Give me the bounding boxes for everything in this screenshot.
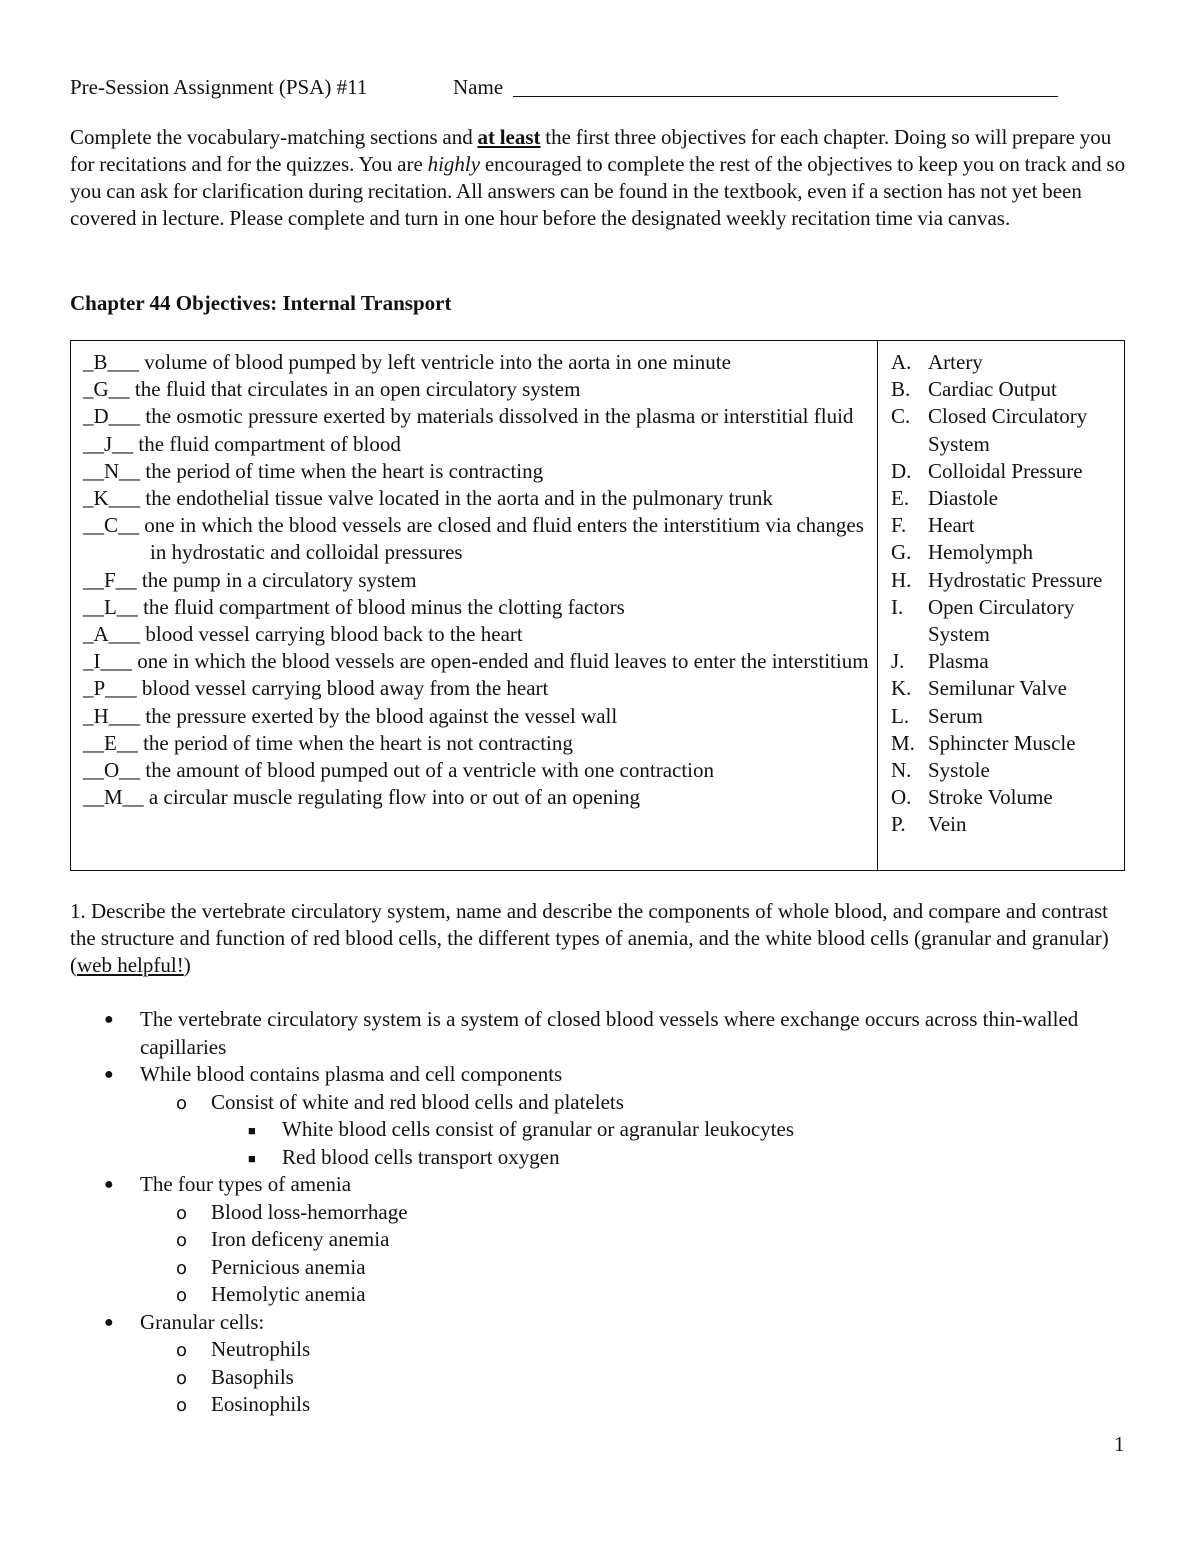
matching-definition: _K___ the endothelial tissue valve located in the aorta and in the pulmonary trunk — [83, 486, 773, 511]
matching-definition: __J__ the fluid compartment of blood — [83, 431, 401, 456]
term-letter: J. — [891, 649, 905, 674]
matching-definition: __L__ the fluid compartment of blood minus the clotting factors — [83, 594, 625, 619]
term-letter: C. — [891, 404, 911, 429]
matching-definition: _H___ the pressure exerted by the blood against the vessel wall — [83, 703, 618, 728]
answer-text: Basophils — [211, 1364, 294, 1389]
bullet-icon: ● — [104, 1176, 114, 1193]
matching-definition: __E__ the period of time when the heart is not contracting — [83, 730, 573, 755]
answer-list — [70, 1006, 1130, 1419]
name-blank-line — [513, 96, 1058, 97]
term-letter: P. — [891, 812, 906, 837]
answer-item — [70, 1061, 1130, 1089]
term-label: Stroke Volume — [928, 785, 1053, 810]
matching-term — [891, 512, 1121, 539]
header-line — [70, 72, 1070, 102]
answer-text: Consist of white and red blood cells and platelets — [211, 1089, 624, 1114]
terms-column — [891, 349, 1121, 839]
answer-text: The vertebrate circulatory system is a system of closed blood vessels where exchange occurs across thin-walled capillaries — [140, 1007, 1079, 1059]
answer-item — [70, 1171, 1130, 1199]
term-label: Closed Circulatory System — [928, 404, 1088, 456]
bullet-icon: o — [176, 1395, 188, 1416]
term-label: Systole — [928, 758, 990, 783]
page-number: 1 — [1114, 1432, 1125, 1456]
matching-definition: _B___ volume of blood pumped by left ventricle into the aorta in one minute — [83, 350, 731, 374]
answer-item — [70, 1336, 1130, 1364]
term-letter: I. — [891, 594, 904, 619]
matching-term — [891, 349, 1121, 376]
answer-item — [70, 1254, 1130, 1282]
answer-item — [70, 1281, 1130, 1309]
term-label: Serum — [928, 703, 983, 728]
term-letter: K. — [891, 676, 912, 701]
matching-definition: _A___ blood vessel carrying blood back to the heart — [83, 622, 523, 647]
intro-text-2: the first three objectives for each chapter. Doing so will prepare you for recitations and for the quizzes. You are — [70, 125, 1112, 176]
matching-term — [891, 703, 1121, 730]
answer-item — [70, 1089, 1130, 1117]
term-label: Plasma — [928, 649, 989, 674]
term-letter: N. — [891, 758, 912, 783]
matching-term — [891, 594, 1121, 648]
answer-text: White blood cells consist of granular or agranular leukocytes — [282, 1117, 794, 1141]
term-label: Sphincter Muscle — [928, 730, 1076, 755]
web-helpful-link[interactable]: web helpful! — [77, 953, 184, 977]
term-label: Heart — [928, 513, 975, 538]
matching-term — [891, 730, 1121, 757]
bullet-icon: ■ — [248, 1123, 256, 1138]
definitions-column — [83, 349, 873, 811]
matching-term — [891, 485, 1121, 512]
matching-term — [891, 539, 1121, 566]
bullet-icon: o — [176, 1202, 188, 1224]
intro-emphasis: at least — [477, 125, 541, 149]
answer-text: The four types of amenia — [140, 1172, 352, 1196]
assignment-title: Pre-Session Assignment (PSA) #11 — [70, 75, 368, 99]
answer-item — [70, 1006, 1130, 1061]
bullet-icon: ■ — [248, 1150, 256, 1166]
answer-text: Iron deficeny anemia — [211, 1227, 390, 1251]
matching-term — [891, 376, 1121, 403]
term-letter: L. — [891, 703, 910, 728]
matching-definition: __M__ a circular muscle regulating flow into or out of an opening — [83, 785, 640, 810]
matching-definition: __F__ the pump in a circulatory system — [83, 567, 417, 592]
answer-item — [70, 1391, 1130, 1419]
bullet-icon: o — [176, 1340, 188, 1361]
term-letter: E. — [891, 486, 910, 511]
term-letter: B. — [891, 377, 911, 402]
bullet-icon: o — [176, 1092, 188, 1114]
answer-text: Granular cells: — [140, 1309, 265, 1334]
term-label: Artery — [928, 350, 983, 374]
answer-text: Hemolytic anemia — [211, 1282, 366, 1306]
vocabulary-matching-table — [70, 340, 1125, 871]
objective-question-1 — [70, 898, 1130, 979]
answer-item — [70, 1116, 1130, 1144]
instructions-paragraph — [70, 124, 1130, 232]
matching-term — [891, 675, 1121, 702]
answer-text: While blood contains plasma and cell components — [140, 1062, 563, 1086]
matching-term — [891, 757, 1121, 784]
bullet-icon: o — [176, 1257, 188, 1279]
question-close: ) — [183, 953, 191, 977]
bullet-icon: ● — [104, 1066, 114, 1083]
term-letter: A. — [891, 350, 912, 374]
term-label: Open Circulatory System — [928, 594, 1075, 647]
answer-item — [70, 1309, 1130, 1337]
term-label: Diastole — [928, 486, 998, 511]
answer-text: Blood loss-hemorrhage — [211, 1199, 408, 1224]
term-label: Colloidal Pressure — [928, 458, 1083, 483]
matching-term — [891, 648, 1121, 675]
answer-text: Pernicious anemia — [211, 1254, 366, 1279]
term-label: Hemolymph — [928, 540, 1033, 565]
matching-definition: __O__ the amount of blood pumped out of a ventricle with one contraction — [83, 758, 715, 783]
term-label: Vein — [928, 812, 967, 837]
term-label: Cardiac Output — [928, 377, 1057, 402]
intro-italic: highly — [427, 152, 481, 176]
chapter-title: Chapter 44 Objectives: Internal Transport — [70, 291, 452, 315]
matching-definition: _P___ blood vessel carrying blood away from the heart — [83, 676, 549, 701]
matching-definition: _G__ the fluid that circulates in an open circulatory system — [83, 377, 581, 402]
term-letter: M. — [891, 730, 915, 755]
term-letter: F. — [891, 513, 907, 538]
matching-definition: _D___ the osmotic pressure exerted by materials dissolved in the plasma or interstitial fluid — [83, 404, 854, 429]
bullet-icon: o — [176, 1285, 188, 1306]
bullet-icon: ● — [104, 1313, 114, 1331]
term-label: Hydrostatic Pressure — [928, 567, 1103, 592]
matching-definition: __N__ the period of time when the heart is contracting — [83, 458, 544, 483]
answer-item — [70, 1199, 1130, 1227]
answer-item — [70, 1364, 1130, 1392]
answer-text: Eosinophils — [211, 1392, 311, 1416]
name-label: Name — [453, 75, 504, 99]
matching-definition: _I___ one in which the blood vessels are open-ended and fluid leaves to enter the interstitium — [83, 649, 869, 674]
answer-text: Neutrophils — [211, 1337, 311, 1361]
intro-text-3: encouraged to complete the rest of the objectives to keep you on track and so you can ask for clarification during recitation. All answers can be found in the textbook, even if a section has not yet been covered in lecture. Please complete and turn in one hour before the designated weekly recitation time via canvas. — [70, 152, 1126, 230]
bullet-icon: o — [176, 1367, 188, 1389]
term-label: Semilunar Valve — [928, 676, 1068, 701]
matching-term — [891, 403, 1121, 457]
bullet-icon: o — [176, 1230, 188, 1251]
answer-text: Red blood cells transport oxygen — [282, 1144, 560, 1169]
term-letter: D. — [891, 458, 912, 483]
matching-term — [891, 784, 1121, 811]
intro-text-1: Complete the vocabulary-matching sections and — [70, 125, 478, 149]
question-text: 1. Describe the vertebrate circulatory system, name and describe the components of whole blood, and compare and contrast the structure and function of red blood cells, the different types of anemia, and the white blood cells (granular and granular) ( — [70, 899, 1109, 977]
term-letter: G. — [891, 540, 912, 565]
matching-term — [891, 567, 1121, 594]
term-letter: H. — [891, 567, 912, 592]
bullet-icon: ● — [104, 1011, 114, 1028]
term-letter: O. — [891, 785, 912, 810]
matching-term — [891, 811, 1121, 838]
matching-term — [891, 458, 1121, 485]
answer-item — [70, 1226, 1130, 1254]
answer-item — [70, 1144, 1130, 1172]
table-column-divider — [877, 341, 878, 870]
matching-definition: __C__ one in which the blood vessels are closed and fluid enters the interstitium via changes in hydrostatic and colloidal pressures — [83, 513, 864, 565]
